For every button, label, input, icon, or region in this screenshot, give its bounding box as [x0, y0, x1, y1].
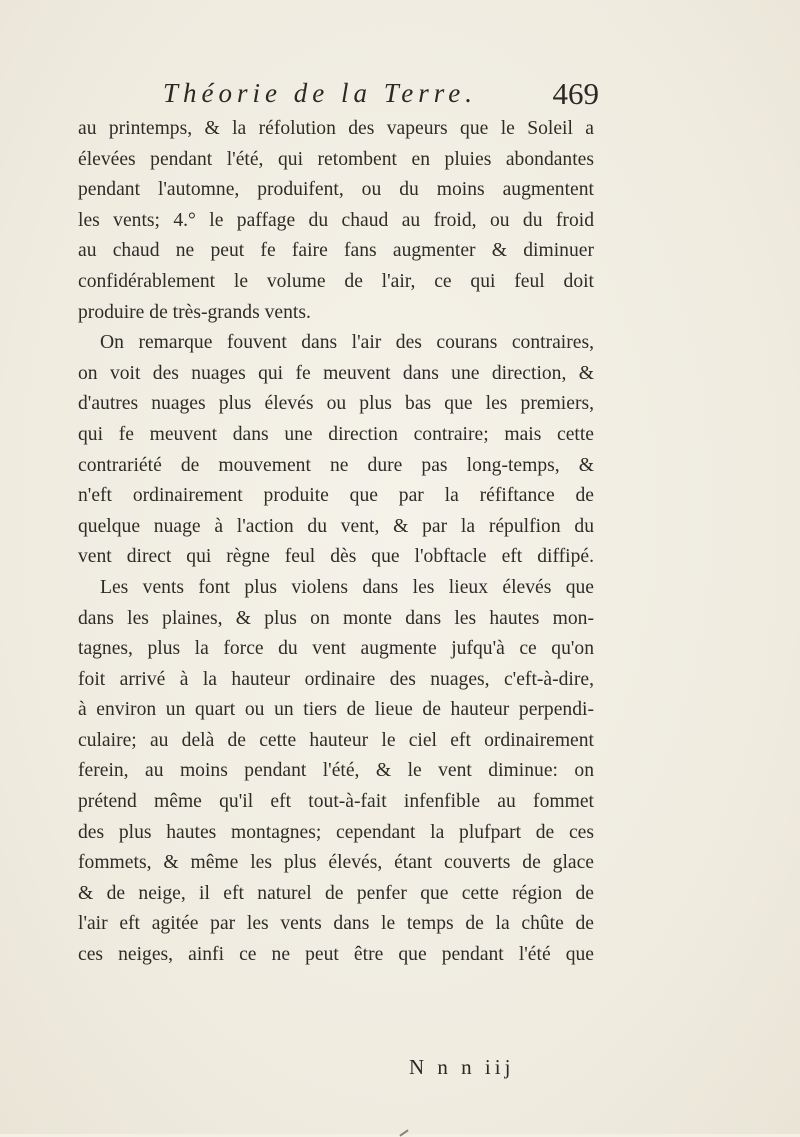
body-text	[78, 114, 594, 971]
text-line: & de neige, il eft naturel de penfer que cette région de	[78, 882, 594, 904]
text-line: tagnes, plus la force du vent augmente jufqu'à ce qu'on	[78, 638, 594, 660]
text-line: Les vents font plus violens dans les lieux élevés que	[100, 576, 594, 598]
text-line: foit arrivé à la hauteur ordinaire des nuages, c'eft-à-dire,	[78, 668, 594, 690]
text-line: culaire; au delà de cette hauteur le ciel eft ordinairement	[78, 729, 594, 751]
text-line: contrariété de mouvement ne dure pas long-temps, &	[78, 454, 594, 476]
text-line: produire de très-grands vents.	[78, 301, 311, 323]
running-title: Théorie de la Terre.	[163, 78, 477, 108]
text-line: à environ un quart ou un tiers de lieue de hauteur perpendi-	[78, 699, 594, 721]
stray-mark	[399, 1129, 408, 1136]
text-line: On remarque fouvent dans l'air des courans contraires,	[100, 332, 594, 354]
text-line: quelque nuage à l'action du vent, & par la répulfion du	[78, 515, 594, 537]
text-line: ferein, au moins pendant l'été, & le vent diminue: on	[78, 760, 594, 782]
text-line: élevées pendant l'été, qui retombent en pluies abondantes	[78, 148, 594, 170]
text-line: vent direct qui règne feul dès que l'obftacle eft diffipé.	[78, 546, 594, 568]
text-line: confidérablement le volume de l'air, ce qui feul doit	[78, 270, 594, 292]
text-line: dans les plaines, & plus on monte dans les hautes mon-	[78, 607, 594, 629]
running-head	[163, 78, 603, 118]
signature-mark: N n n iij	[409, 1055, 515, 1079]
text-line: des plus hautes montagnes; cependant la plufpart de ces	[78, 821, 594, 843]
page-number: 469	[552, 76, 599, 111]
text-line: n'eft ordinairement produite que par la réfiftance de	[78, 485, 594, 507]
text-line: pendant l'automne, produifent, ou du moins augmentent	[78, 179, 594, 201]
text-line: qui fe meuvent dans une direction contraire; mais cette	[78, 423, 594, 445]
text-line: au printemps, & la réfolution des vapeurs que le Soleil a	[78, 118, 594, 139]
text-line: on voit des nuages qui fe meuvent dans une direction, &	[78, 362, 594, 384]
text-line: les vents; 4.° le paffage du chaud au froid, ou du froid	[78, 209, 594, 231]
text-line: fommets, & même les plus élevés, étant couverts de glace	[78, 852, 594, 874]
text-line: d'autres nuages plus élevés ou plus bas que les premiers,	[78, 393, 594, 415]
text-line: prétend même qu'il eft tout-à-fait infenfible au fommet	[78, 791, 594, 813]
text-line: ces neiges, ainfi ce ne peut être que pendant l'été que	[78, 944, 594, 966]
text-line: l'air eft agitée par les vents dans le temps de la chûte de	[78, 913, 594, 935]
text-line: au chaud ne peut fe faire fans augmenter & diminuer	[78, 240, 594, 262]
